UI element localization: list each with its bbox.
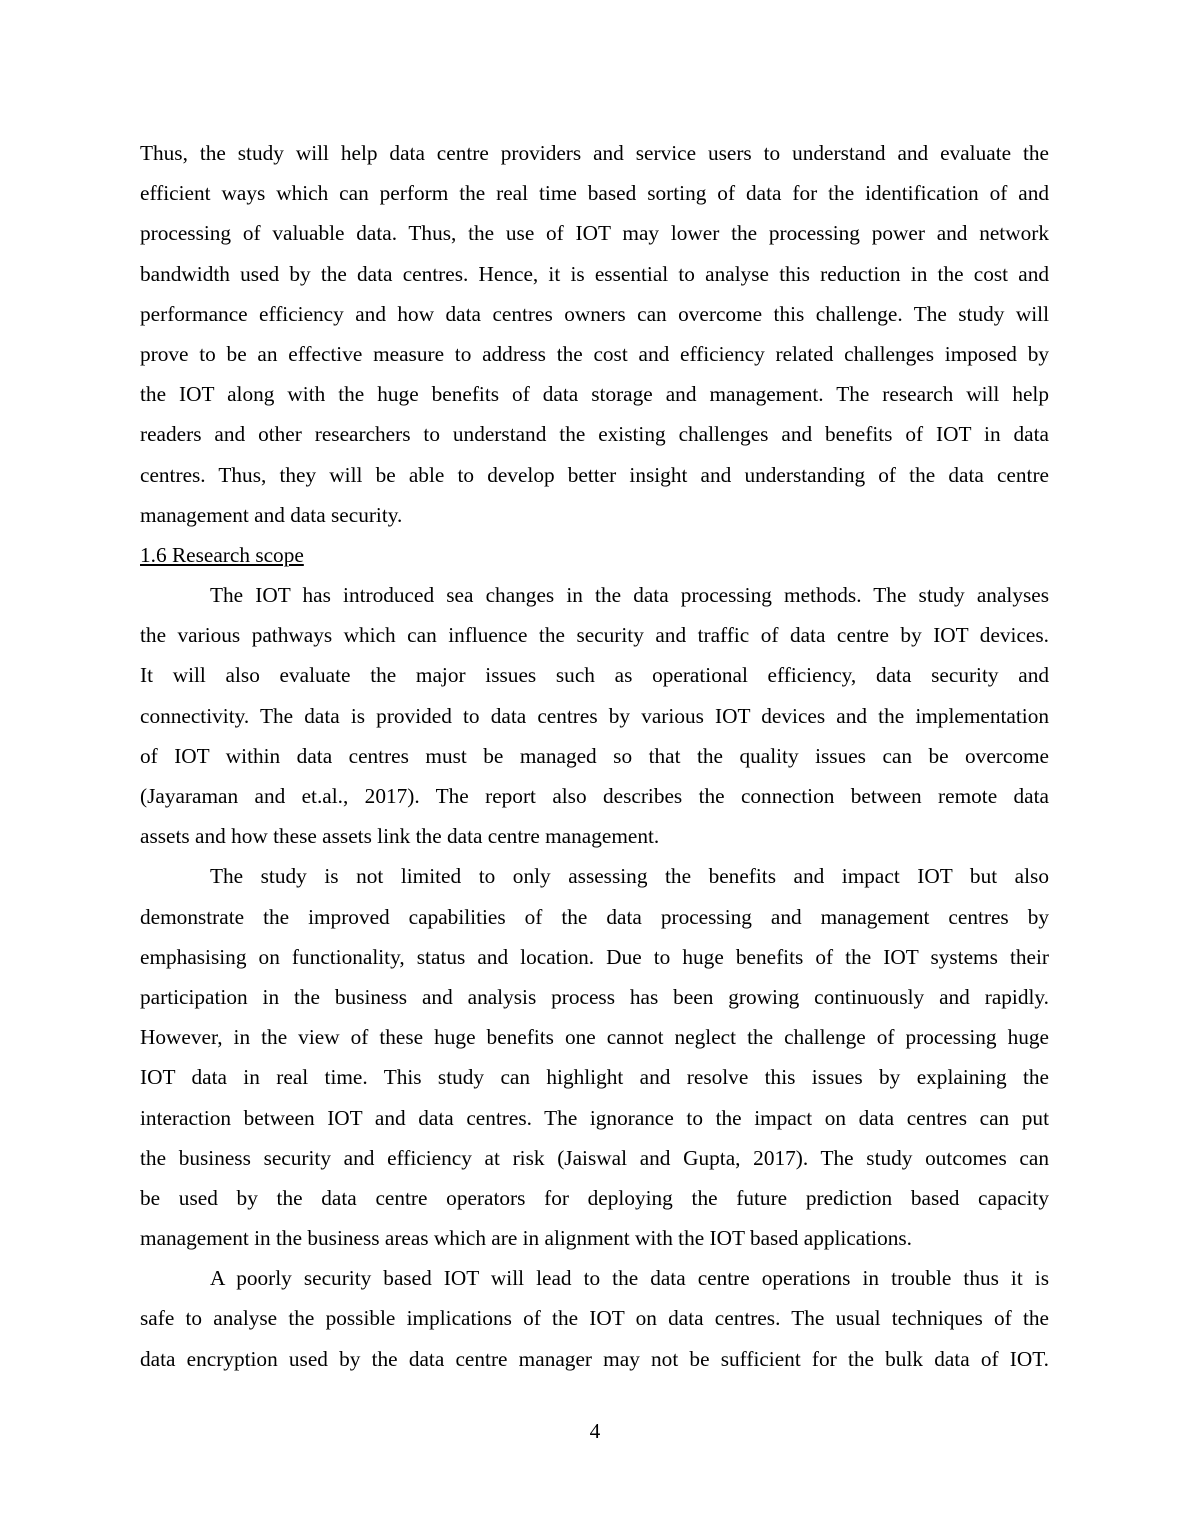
paragraph xyxy=(140,1262,1049,1383)
text-line: bandwidth used by the data centres. Hence, it is essential to analyse this reduction in the cost and xyxy=(140,261,1049,286)
text-line: the business security and efficiency at risk (Jaiswal and Gupta, 2017). The study outcomes can xyxy=(140,1145,1049,1170)
text-line: The study is not limited to only assessing the benefits and impact IOT but also xyxy=(210,864,1049,889)
text-line: the IOT along with the huge benefits of data storage and management. The research will help xyxy=(140,382,1049,407)
text-line: centres. Thus, they will be able to develop better insight and understanding of the data centre xyxy=(140,462,1049,487)
paragraph xyxy=(140,579,1049,860)
section-heading: 1.6 Research scope xyxy=(140,542,304,567)
text-line: performance efficiency and how data centres owners can overcome this challenge. The study will xyxy=(140,301,1049,326)
text-line: management and data security. xyxy=(140,502,403,527)
text-line: data encryption used by the data centre manager may not be sufficient for the bulk data of IOT. xyxy=(140,1346,1049,1371)
text-line: A poorly security based IOT will lead to the data centre operations in trouble thus it is xyxy=(210,1266,1049,1291)
paragraph xyxy=(140,137,1049,539)
text-line: participation in the business and analysis process has been growing continuously and rapidly. xyxy=(140,984,1049,1009)
text-line: readers and other researchers to understand the existing challenges and benefits of IOT in data xyxy=(140,422,1049,447)
text-line: assets and how these assets link the data centre management. xyxy=(140,824,660,849)
text-line: efficient ways which can perform the real time based sorting of data for the identification of and xyxy=(140,181,1049,206)
text-line: connectivity. The data is provided to data centres by various IOT devices and the implementation xyxy=(140,703,1049,728)
text-line: prove to be an effective measure to address the cost and efficiency related challenges imposed by xyxy=(140,341,1049,366)
page-body xyxy=(140,137,1049,1383)
text-line: demonstrate the improved capabilities of the data processing and management centres by xyxy=(140,904,1049,929)
paragraph xyxy=(140,860,1049,1262)
text-line: be used by the data centre operators for deploying the future prediction based capacity xyxy=(140,1185,1049,1210)
text-line: emphasising on functionality, status and location. Due to huge benefits of the IOT systems their xyxy=(140,944,1049,969)
text-line: the various pathways which can influence the security and traffic of data centre by IOT devices. xyxy=(140,623,1049,648)
text-line: safe to analyse the possible implications of the IOT on data centres. The usual techniques of the xyxy=(140,1306,1049,1331)
text-line: management in the business areas which are in alignment with the IOT based applications. xyxy=(140,1226,912,1251)
text-line: However, in the view of these huge benefits one cannot neglect the challenge of processing huge xyxy=(140,1025,1049,1050)
text-line: of IOT within data centres must be managed so that the quality issues can be overcome xyxy=(140,743,1049,768)
text-line: interaction between IOT and data centres. The ignorance to the impact on data centres can put xyxy=(140,1105,1049,1130)
page-number: 4 xyxy=(589,1419,601,1443)
text-line: IOT data in real time. This study can highlight and resolve this issues by explaining the xyxy=(140,1065,1049,1090)
text-line: processing of valuable data. Thus, the use of IOT may lower the processing power and network xyxy=(140,221,1049,246)
text-line: (Jayaraman and et.al., 2017). The report also describes the connection between remote data xyxy=(140,784,1049,808)
text-line: The IOT has introduced sea changes in the data processing methods. The study analyses xyxy=(210,583,1049,608)
text-line: It will also evaluate the major issues such as operational efficiency, data security and xyxy=(140,663,1049,688)
text-line: Thus, the study will help data centre providers and service users to understand and evaluate the xyxy=(140,141,1049,165)
